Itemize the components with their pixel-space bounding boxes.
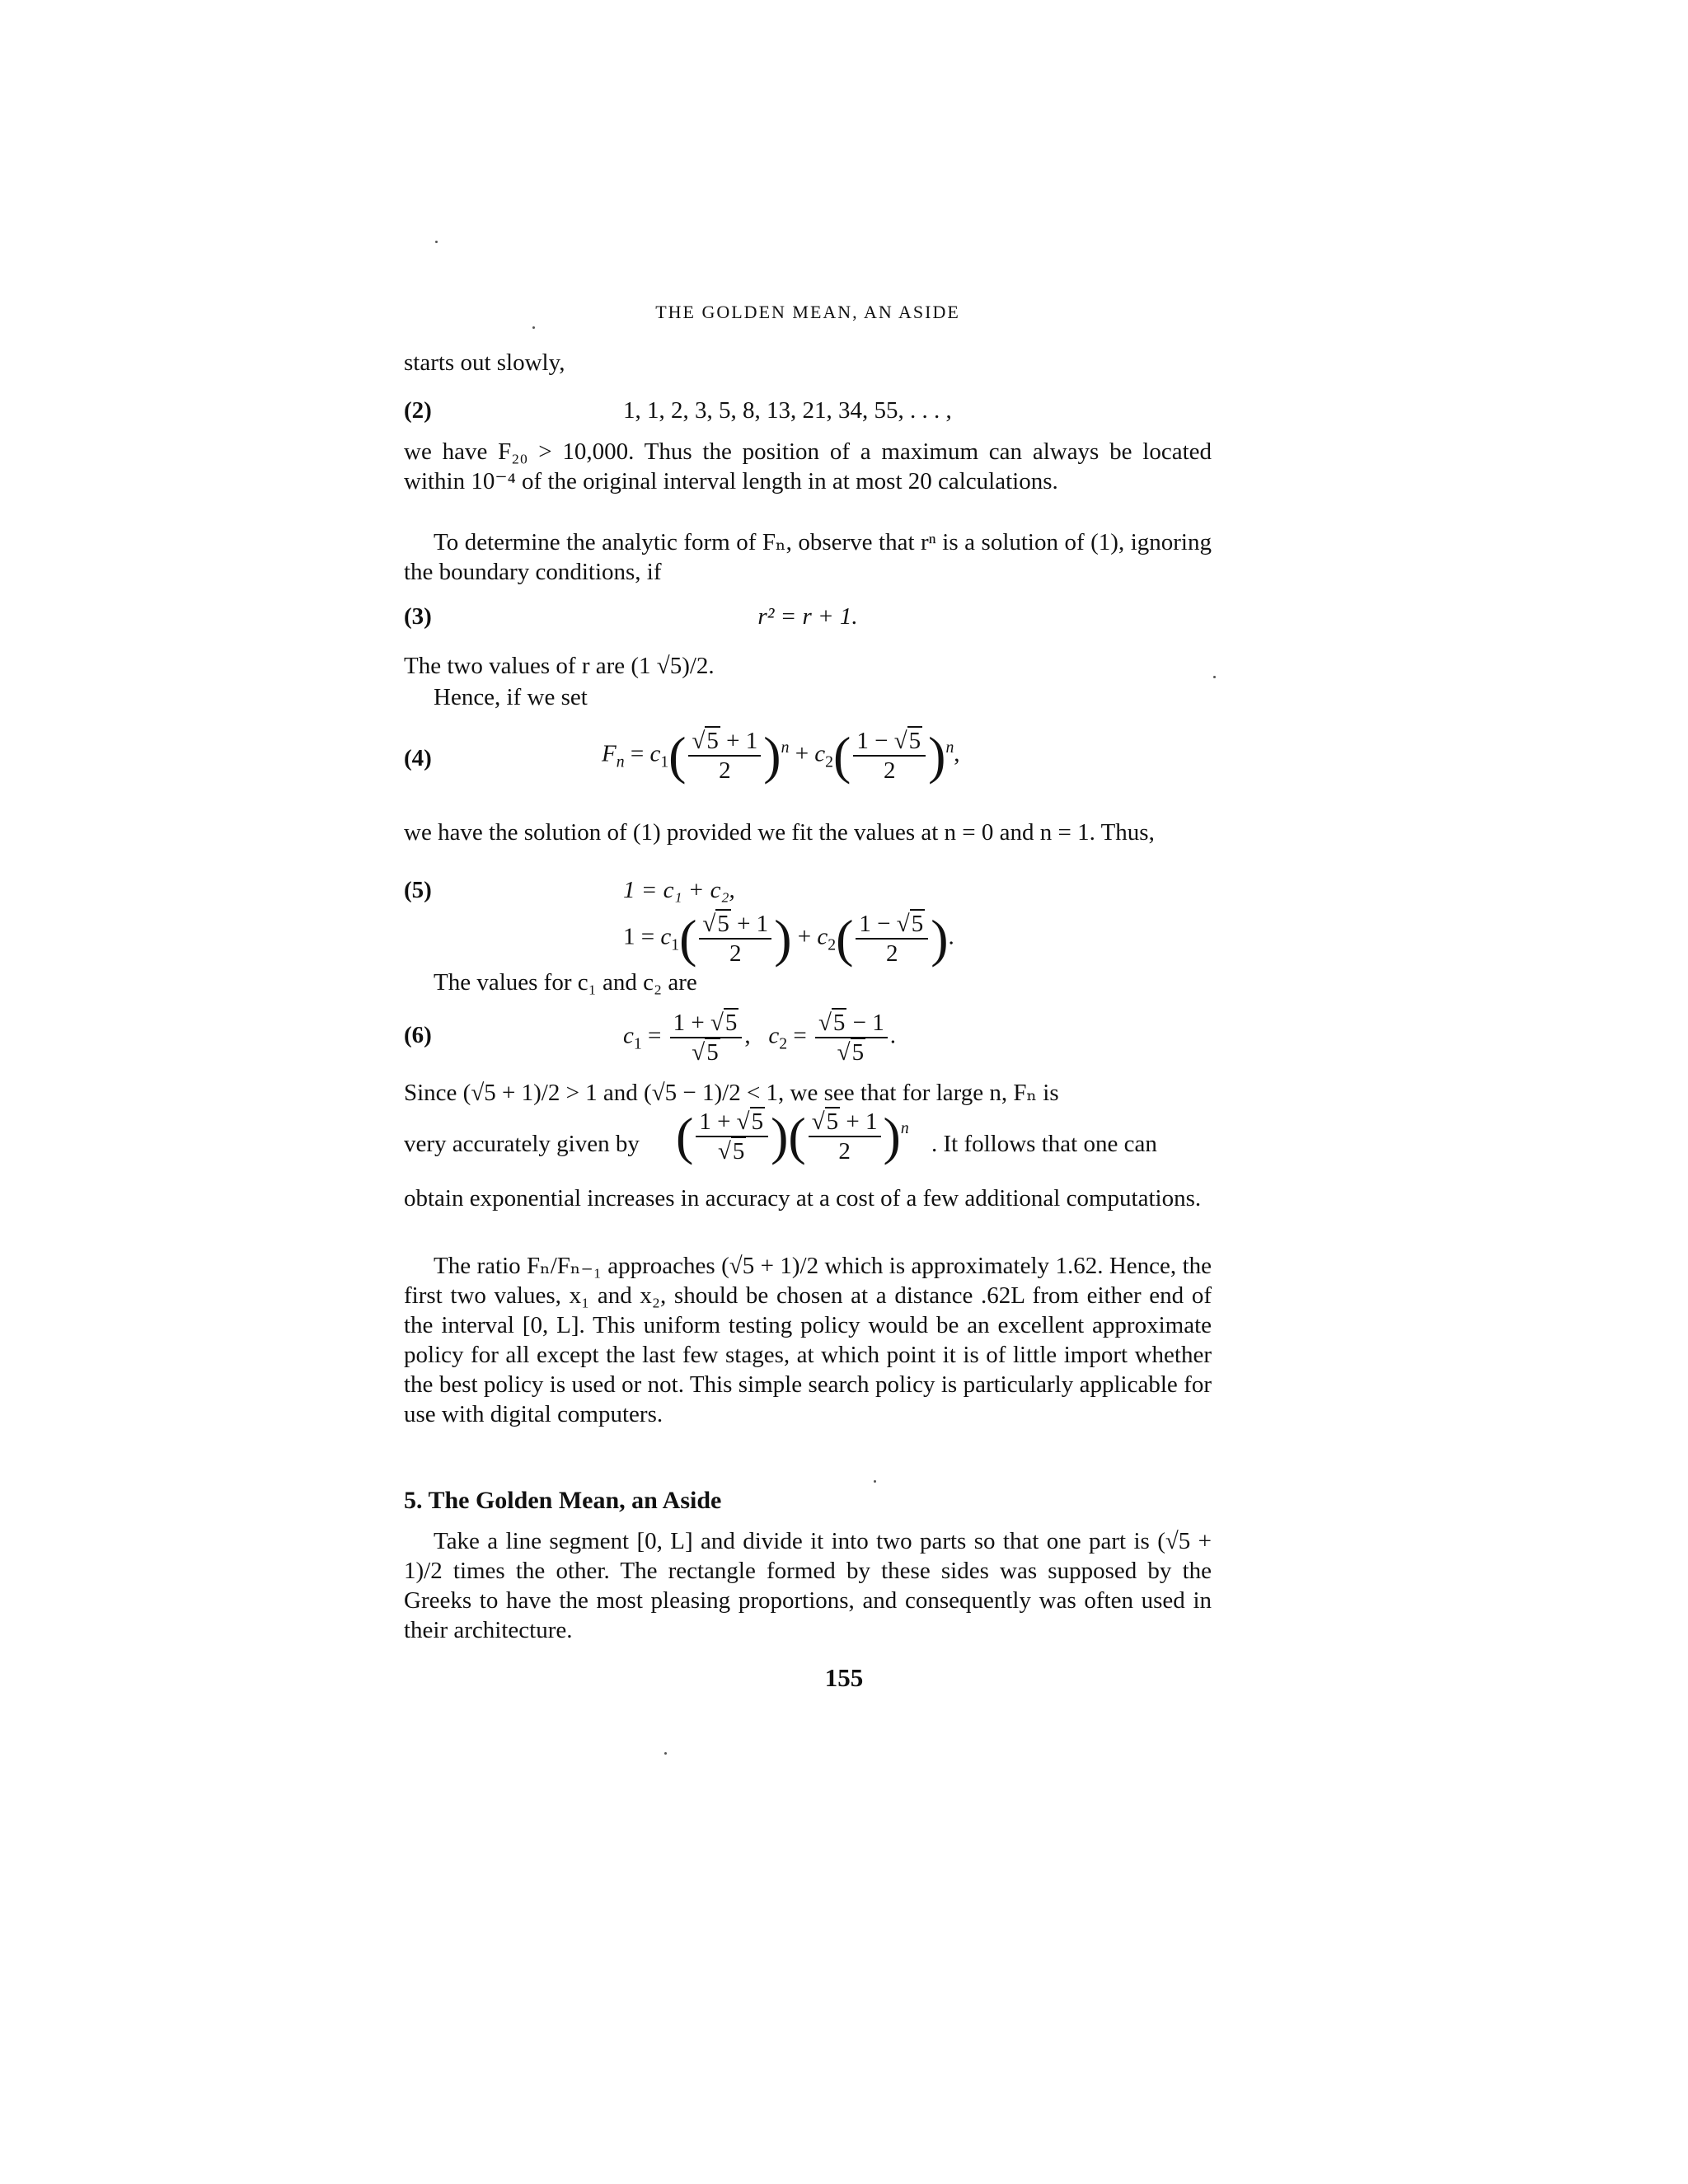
intro-text: starts out slowly, — [404, 349, 565, 376]
paragraph: The two values of r are (1 √5)/2. — [404, 653, 715, 679]
scan-speck — [435, 241, 438, 243]
equation-6 — [404, 1009, 1212, 1075]
equation-5 — [404, 875, 1212, 966]
paragraph: Since (√5 + 1)/2 > 1 and (√5 − 1)/2 < 1, we see that for large n, Fₙ is — [404, 1080, 1059, 1106]
fibonacci-sequence: 1, 1, 2, 3, 5, 8, 13, 21, 34, 55, . . . , — [623, 397, 952, 424]
text-run: . It follows that one can — [931, 1131, 1157, 1157]
scan-speck — [1213, 676, 1216, 678]
equation-number: (5) — [404, 877, 432, 903]
scan-speck — [664, 1752, 667, 1755]
equation-number: (3) — [404, 603, 432, 630]
paragraph: To determine the analytic form of Fₙ, observe that rⁿ is a solution of (1), ignoring the boundary conditions, if — [404, 529, 1212, 585]
asymptotic-formula: ( $\frac{1 + √5}{√5}$ )( $\frac{√5 + 1}{2}$ )$^n$ — [676, 1107, 909, 1165]
equation-number: (2) — [404, 397, 432, 424]
characteristic-equation: r² = r + 1. — [757, 603, 858, 630]
equation-3 — [404, 602, 1212, 635]
paragraph: Take a line segment [0, L] and divide it into two parts so that one part is (√5 + 1)/2 times the other. The rectangle formed by these sides was supposed by the Greeks to have the most pleasing proportions, and consequently was often used in their architecture. — [404, 1528, 1212, 1643]
equation-4 — [404, 726, 1212, 790]
boundary-equation-2: $1 = c_1$( $\frac{√5 + 1}{2}$ ) + $c_2$( $\frac{1 - √5}{2}$ ). — [623, 909, 954, 968]
equation-2 — [404, 396, 1212, 429]
boundary-equation-1: 1 = c₁ + c₂, — [623, 877, 735, 903]
paragraph: The values for c₁ and c₂ are — [434, 969, 697, 996]
section-heading: 5. The Golden Mean, an Aside — [404, 1487, 722, 1514]
equation-number: (4) — [404, 745, 432, 771]
equation-number: (6) — [404, 1022, 432, 1048]
paragraph: we have F₂₀ > 10,000. Thus the position of a maximum can always be located within 10⁻⁴ of the original interval length in at most 20 calculations. — [404, 438, 1212, 494]
scan-speck — [874, 1480, 876, 1483]
paragraph: we have the solution of (1) provided we fit the values at n = 0 and n = 1. Thus, — [404, 819, 1155, 846]
running-header: THE GOLDEN MEAN, AN ASIDE — [655, 302, 960, 322]
coefficient-values: $c_1$ = $\frac{1 + √5}{√5}$ , $c_2$ = $\frac{√5 - 1}{√5}$ . — [623, 1010, 896, 1066]
paragraph: The ratio Fₙ/Fₙ₋₁ approaches (√5 + 1)/2 which is approximately 1.62. Hence, the first two values, x₁ and x₂, should be chosen at a distance .62L from either end of the interval [0, L]. This uniform testing policy would be an excellent approximate policy for all except the last few stages, at which point it is of little import whether the best policy is used or not. This simple search policy is particularly applicable for use with digital computers. — [404, 1253, 1212, 1427]
text-run: very accurately given by — [404, 1131, 640, 1157]
scan-speck — [532, 326, 535, 329]
paragraph: obtain exponential increases in accuracy at a cost of a few additional computations. — [404, 1185, 1202, 1212]
paragraph-line-with-formula — [404, 1107, 1212, 1175]
paragraph: Hence, if we set — [434, 684, 588, 710]
closed-form-formula: $F_n = c_1$( $\frac{√5 + 1}{2}$ )$^n + c_2$( $\frac{1 - √5}{2}$ )$^n$, — [602, 726, 960, 785]
page-number: 155 — [824, 1663, 864, 1692]
